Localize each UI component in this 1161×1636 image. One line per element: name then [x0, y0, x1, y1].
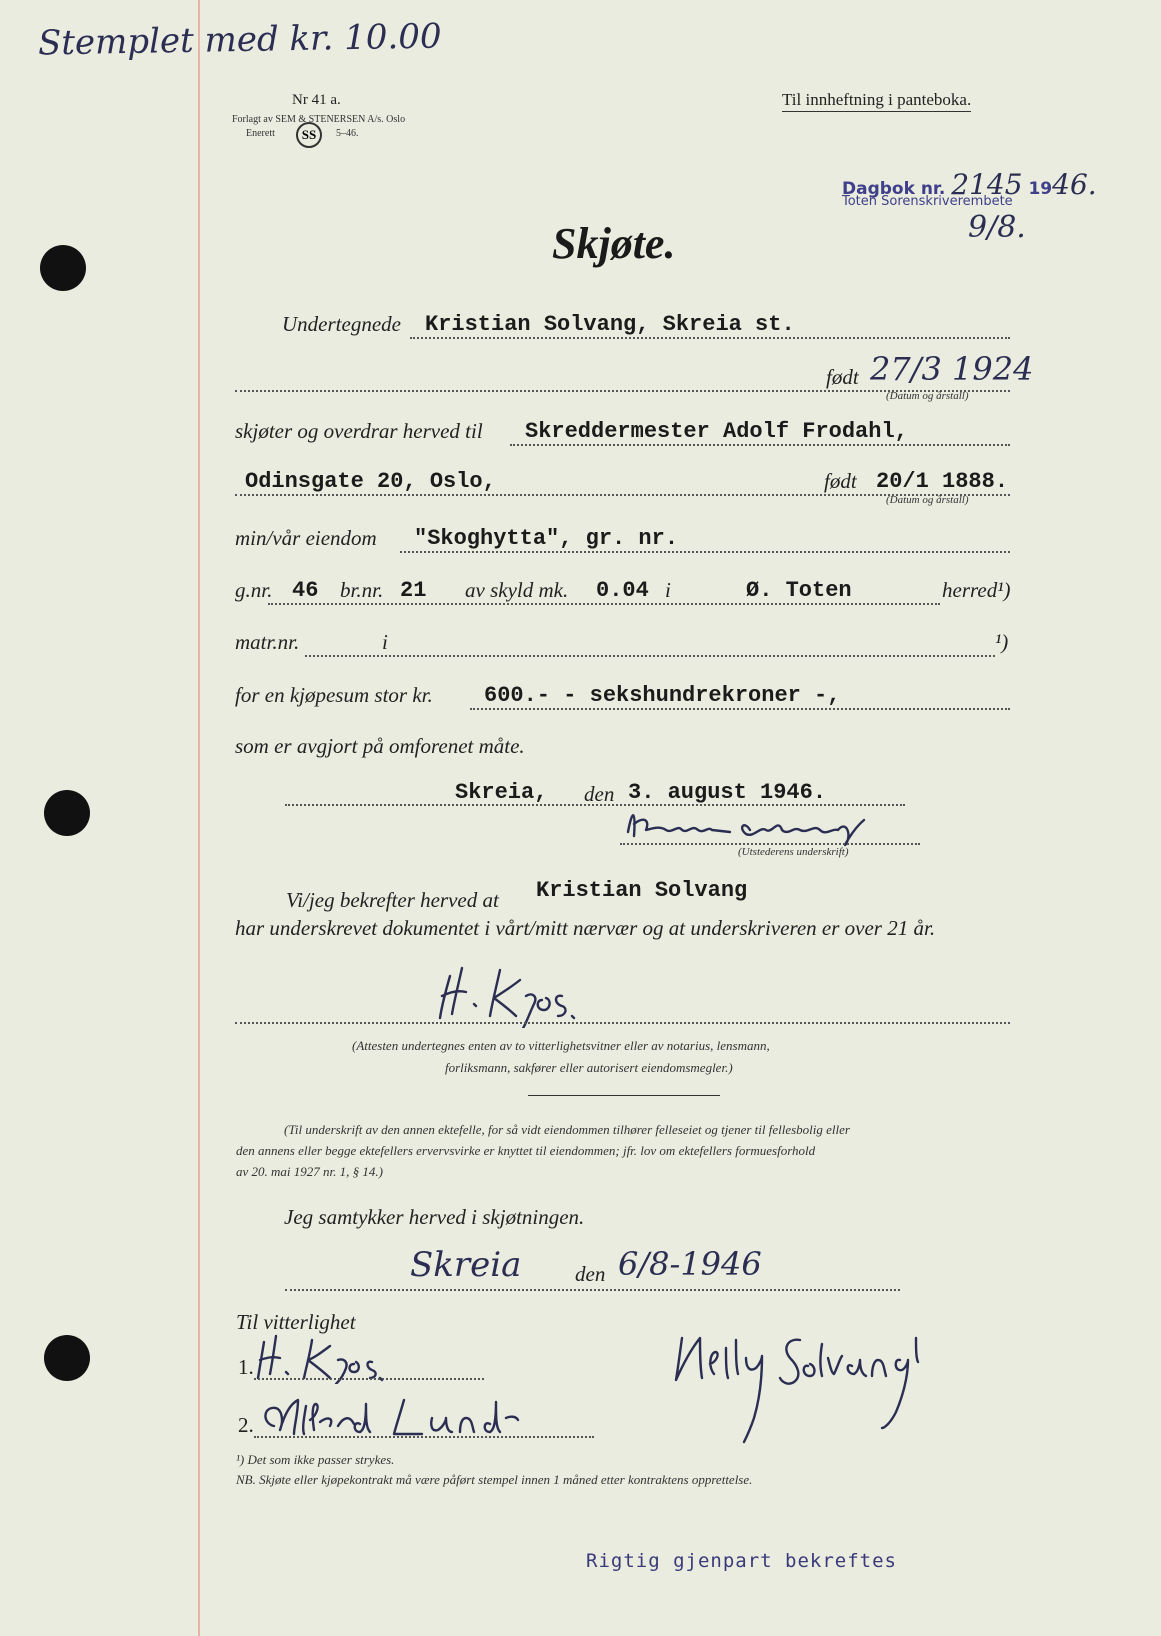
- herred-i-label: i: [665, 578, 671, 602]
- witness-confirm-label: Vi/jeg bekrefter herved at: [286, 888, 499, 912]
- publisher-logo-icon: SS: [296, 122, 322, 148]
- transfer-label: skjøter og overdrar herved til: [235, 419, 483, 443]
- binding-note: Til innheftning i panteboka.: [782, 90, 971, 112]
- publisher-line: Forlagt av SEM & STENERSEN A/s. Oslo: [232, 114, 406, 125]
- registry-office: Toten Sorenskriverembete: [842, 194, 1013, 209]
- brnr-value: 21: [400, 578, 427, 603]
- witness2-number: 2.: [238, 1413, 254, 1437]
- witness1-line: [254, 1378, 484, 1380]
- witness-signature: [430, 958, 650, 1028]
- matr-end-label: ¹): [995, 630, 1009, 654]
- matr-label: matr.nr.: [235, 630, 300, 654]
- consent-place: Skreia: [410, 1245, 522, 1285]
- signature-caption: (Utstederens underskrift): [738, 846, 849, 858]
- buyer-address: Odinsgate 20, Oslo,: [245, 469, 496, 494]
- registry-year: 46.: [1052, 168, 1097, 201]
- seller-born-date: 27/3 1924: [870, 350, 1034, 388]
- signature-line: [620, 843, 920, 845]
- punch-hole-top: [40, 245, 86, 291]
- herred-label: herred¹): [942, 578, 1011, 602]
- buyer-date-caption: (Datum og årstall): [886, 494, 969, 506]
- witness1-number: 1.: [238, 1355, 254, 1379]
- witness-confirm-name: Kristian Solvang: [536, 878, 748, 903]
- gnr-label: g.nr.: [235, 578, 273, 602]
- consent-den-label: den: [575, 1262, 606, 1286]
- punch-hole-bottom: [44, 1335, 90, 1381]
- property-name: "Skoghytta", gr. nr.: [414, 526, 679, 551]
- seller-line: [410, 337, 1010, 339]
- seller-date-caption: (Datum og årstall): [886, 390, 969, 402]
- seller-born-label: født: [826, 365, 859, 389]
- witness-signature-line: [235, 1022, 1010, 1024]
- signing-den-label: den: [584, 782, 615, 806]
- witness2-signature: [254, 1386, 594, 1442]
- property-line: [400, 551, 1010, 553]
- price-settled: som er avgjort på omforenet måte.: [235, 734, 525, 758]
- price-label: for en kjøpesum stor kr.: [235, 683, 433, 707]
- gnr-value: 46: [292, 578, 319, 603]
- property-label: min/vår eiendom: [235, 526, 377, 550]
- buyer-name: Skreddermester Adolf Frodahl,: [525, 419, 908, 444]
- bottom-stamp: Rigtig gjenpart bekreftes: [586, 1550, 897, 1572]
- property-gnr-line: [268, 603, 940, 605]
- footnote-1: ¹) Det som ikke passer strykes.: [236, 1452, 395, 1467]
- brnr-label: br.nr.: [340, 578, 384, 602]
- witness-confirm-line2: har underskrevet dokumentet i vårt/mitt nærvær og at underskriveren er over 21 år.: [235, 916, 936, 940]
- buyer-born-date: 20/1 1888.: [876, 469, 1009, 494]
- form-code: 5–46.: [336, 128, 359, 139]
- signing-date: 3. august 1946.: [628, 780, 827, 805]
- witness1-signature: [254, 1328, 434, 1384]
- registry-number: 2145: [951, 168, 1023, 201]
- spouse-note-line1: (Til underskrift av den annen ektefelle, for så vidt eiendommen tilhører felleseiet og tjener til fellesbolig eller: [284, 1122, 850, 1137]
- spouse-signature: [670, 1318, 950, 1448]
- registry-year-prefix: 19: [1028, 179, 1053, 199]
- spouse-note-line2: den annens eller begge ektefellers ervervsvirke er knyttet til eiendommen; jfr. lov om ektefellers formuesforhold: [236, 1143, 816, 1158]
- witness-note-line1: (Attesten undertegnes enten av to vitterlighetsvitner eller av notarius, lensmann,: [352, 1038, 770, 1053]
- consent-date: 6/8-1946: [618, 1245, 762, 1283]
- skyld-value: 0.04: [596, 578, 649, 603]
- herred-name: Ø. Toten: [746, 578, 852, 603]
- price-line: [470, 708, 1010, 710]
- buyer-name-line: [510, 444, 1010, 446]
- spouse-note-line3: av 20. mai 1927 nr. 1, § 14.): [236, 1164, 383, 1179]
- price-amount: 600.- - sekshundrekroner -,: [484, 683, 841, 708]
- witness2-line: [254, 1436, 594, 1438]
- stamp-duty-annotation: Stemplet med kr. 10.00: [37, 16, 442, 64]
- punch-hole-middle: [44, 790, 90, 836]
- registry-date: 9/8.: [968, 210, 1026, 245]
- section-divider: [528, 1095, 720, 1096]
- buyer-born-label: født: [824, 469, 857, 493]
- rights-label: Enerett: [246, 128, 275, 139]
- skyld-label: av skyld mk.: [465, 578, 569, 602]
- form-number: Nr 41 a.: [292, 92, 341, 108]
- seller-label: Undertegnede: [282, 312, 401, 336]
- matr-i-label: i: [382, 630, 388, 654]
- witness-label: Til vitterlighet: [236, 1310, 356, 1334]
- margin-rule: [198, 0, 200, 1636]
- witness-note-line2: forliksmann, sakfører eller autorisert eiendomsmegler.): [445, 1060, 733, 1075]
- consent-text: Jeg samtykker herved i skjøtningen.: [284, 1205, 585, 1229]
- seller-name: Kristian Solvang, Skreia st.: [425, 312, 795, 337]
- matr-line: [305, 655, 995, 657]
- registry-prefix: Dagbok nr.: [842, 179, 946, 199]
- signing-place: Skreia,: [455, 780, 548, 805]
- footnote-nb: NB. Skjøte eller kjøpekontrakt må være påført stempel innen 1 måned etter kontraktens opprettelse.: [236, 1472, 753, 1487]
- document-title: Skjøte.: [552, 219, 676, 268]
- consent-line: [285, 1289, 900, 1291]
